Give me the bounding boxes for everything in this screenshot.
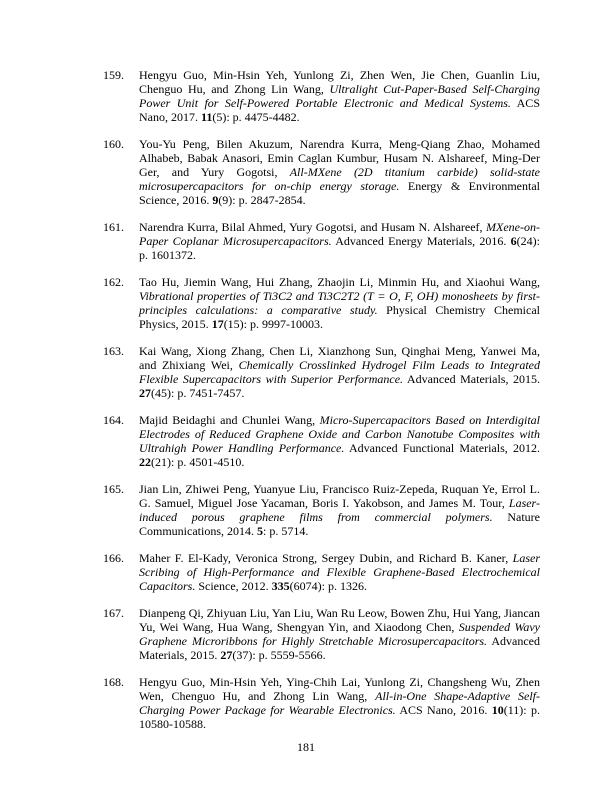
reference-segment-normal: Narendra Kurra, Bilal Ahmed, Yury Gogotsi, and Husam N. Alshareef,: [139, 220, 487, 234]
reference-segment-italic: Micro-Supercapacitors Based on Interdigital Electrodes of Reduced Graphene Oxide and Carbon Nanotube Composites with Ultrahigh Power Handling Performance.: [139, 413, 540, 455]
reference-segment-bold: 17: [211, 317, 224, 331]
reference-item: [103, 137, 540, 207]
page-number: 181: [297, 740, 315, 754]
reference-number: 168.: [103, 675, 124, 689]
reference-segment-bold: 6: [510, 234, 517, 248]
reference-segment-normal: Tao Hu, Jiemin Wang, Hui Zhang, Zhaojin Li, Minmin Hu, and Xiaohui Wang,: [139, 275, 540, 289]
reference-segment-normal: ACS Nano, 2017.: [139, 96, 540, 124]
reference-segment-normal: Science, 2012.: [195, 579, 272, 593]
reference-text: [139, 275, 540, 331]
reference-item: [103, 675, 540, 731]
reference-segment-bold: 11: [201, 110, 213, 124]
reference-segment-normal: (9): p. 2847-2854.: [218, 193, 306, 207]
reference-segment-normal: Hengyu Guo, Min-Hsin Yeh, Yunlong Zi, Zhen Wen, Jie Chen, Guanlin Liu, Chenguo Hu, and Zhong Lin Wang,: [139, 68, 540, 96]
reference-text: [139, 413, 540, 469]
reference-segment-normal: Hengyu Guo, Min-Hsin Yeh, Ying-Chih Lai, Yunlong Zi, Changsheng Wu, Zhen Wen, Chenguo Hu, and Zhong Lin Wang,: [139, 675, 540, 703]
reference-segment-normal: (15): p. 9997-10003.: [223, 317, 324, 331]
reference-segment-normal: (6074): p. 1326.: [289, 579, 367, 593]
reference-segment-italic: Laser-induced porous graphene films from commercial polymers.: [139, 496, 540, 524]
reference-item: [103, 413, 540, 469]
reference-number: 162.: [103, 275, 124, 289]
reference-segment-normal: (21): p. 4501-4510.: [151, 455, 245, 469]
reference-number: 163.: [103, 344, 124, 358]
reference-segment-normal: : p. 5714.: [263, 524, 309, 538]
reference-segment-italic: Suspended Wavy Graphene Microribbons for Highly Stretchable Microsupercapacitors.: [139, 620, 540, 648]
reference-segment-italic: MXene-on-Paper Coplanar Microsupercapacitors.: [139, 220, 540, 248]
reference-item: [103, 551, 540, 593]
reference-segment-normal: (24): p. 1601372.: [139, 234, 540, 262]
reference-item: [103, 220, 540, 262]
reference-text: [139, 482, 540, 538]
reference-segment-bold: 22: [139, 455, 151, 469]
reference-text: [139, 220, 540, 262]
reference-number: 159.: [103, 68, 124, 82]
reference-number: 167.: [103, 606, 124, 620]
reference-segment-bold: 5: [257, 524, 263, 538]
reference-segment-normal: Energy & Environmental Science, 2016.: [139, 179, 540, 207]
reference-segment-italic: All-in-One Shape-Adaptive Self-Charging Power Package for Wearable Electronics.: [139, 689, 540, 717]
reference-segment-normal: (45): p. 7451-7457.: [151, 386, 245, 400]
reference-segment-italic: Ultralight Cut-Paper-Based Self-Charging Power Unit for Self-Powered Portable Electronic and Medical Systems.: [139, 82, 540, 110]
reference-segment-normal: Advanced Energy Materials, 2016.: [331, 234, 511, 248]
reference-text: [139, 137, 540, 207]
reference-number: 161.: [103, 220, 124, 234]
reference-segment-bold: 27: [220, 648, 233, 662]
reference-segment-normal: (5): p. 4475-4482.: [212, 110, 300, 124]
reference-segment-bold: 9: [212, 193, 219, 207]
reference-segment-bold: 335: [271, 579, 290, 593]
reference-segment-bold: 10: [491, 703, 504, 717]
reference-number: 165.: [103, 482, 124, 496]
reference-segment-normal: Maher F. El-Kady, Veronica Strong, Sergey Dubin, and Richard B. Kaner,: [139, 551, 513, 565]
reference-segment-normal: (11): p. 10580-10588.: [139, 703, 540, 731]
reference-text: [139, 675, 540, 731]
reference-number: 160.: [103, 137, 124, 151]
reference-item: [103, 606, 540, 662]
reference-segment-normal: Kai Wang, Xiong Zhang, Chen Li, Xianzhong Sun, Qinghai Meng, Yanwei Ma, and Zhixiang Wei,: [139, 344, 540, 372]
reference-segment-bold: 27: [139, 386, 151, 400]
reference-segment-normal: Physical Chemistry Chemical Physics, 2015.: [139, 303, 540, 331]
reference-item: [103, 344, 540, 400]
reference-text: [139, 344, 540, 400]
reference-segment-italic: All-MXene (2D titanium carbide) solid-state microsupercapacitors for on-chip energy storage.: [139, 165, 540, 193]
reference-text: [139, 68, 540, 124]
reference-list: [103, 68, 540, 744]
reference-segment-normal: You-Yu Peng, Bilen Akuzum, Narendra Kurra, Meng-Qiang Zhao, Mohamed Alhabeb, Babak Anasori, Emin Caglan Kumbur, Husam N. Alshareef, Ming-Der Ger, and Yury Gogotsi,: [139, 137, 540, 179]
reference-segment-italic: Chemically Crosslinked Hydrogel Film Leads to Integrated Flexible Supercapacitors with Superior Performance.: [139, 358, 540, 386]
reference-segment-italic: Vibrational properties of Ti3C2 and Ti3C2T2 (T = O, F, OH) monosheets by first-principles calculations: a comparative study.: [139, 289, 540, 317]
reference-text: [139, 551, 540, 593]
reference-segment-italic: Laser Scribing of High-Performance and Flexible Graphene-Based Electrochemical Capacitors.: [139, 551, 540, 593]
reference-number: 164.: [103, 413, 124, 427]
reference-number: 166.: [103, 551, 124, 565]
reference-segment-normal: Nature Communications, 2014.: [139, 510, 540, 538]
reference-segment-normal: Advanced Functional Materials, 2012.: [344, 441, 540, 455]
reference-item: [103, 275, 540, 331]
reference-item: [103, 68, 540, 124]
reference-item: [103, 482, 540, 538]
reference-segment-normal: Majid Beidaghi and Chunlei Wang,: [139, 413, 320, 427]
reference-segment-normal: ACS Nano, 2016.: [395, 703, 492, 717]
reference-segment-normal: Jian Lin, Zhiwei Peng, Yuanyue Liu, Francisco Ruiz-Zepeda, Ruquan Ye, Errol L. G. Samuel, Miguel Jose Yacaman, Boris I. Yakobson, and James M. Tour,: [139, 482, 540, 510]
reference-segment-normal: Dianpeng Qi, Zhiyuan Liu, Yan Liu, Wan Ru Leow, Bowen Zhu, Hui Yang, Jiancan Yu, Wei Wang, Hua Wang, Shengyan Yin, and Xiaodong Chen,: [139, 606, 540, 634]
reference-text: [139, 606, 540, 662]
reference-segment-normal: (37): p. 5559-5566.: [232, 648, 326, 662]
reference-segment-normal: Advanced Materials, 2015.: [403, 372, 540, 386]
reference-segment-normal: Advanced Materials, 2015.: [139, 634, 540, 662]
